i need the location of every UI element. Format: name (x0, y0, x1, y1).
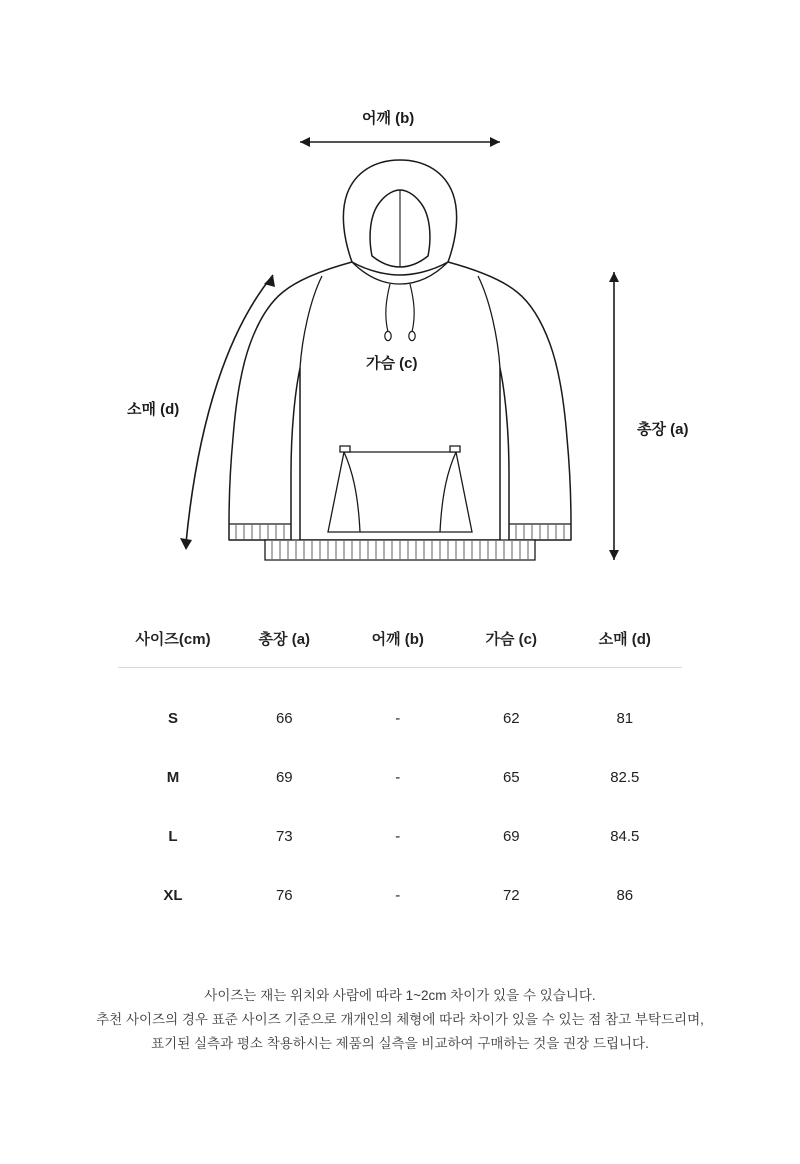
column-header-size: 사이즈(cm) (135, 631, 211, 648)
cell-chest: 65 (502, 769, 520, 786)
table-header (118, 612, 682, 668)
label-total-length-a: 총장 (a) (637, 421, 689, 438)
table-body (118, 668, 682, 926)
cell-sleeve: 86 (616, 887, 634, 904)
table-row (118, 866, 682, 925)
note-line-3: 표기된 실측과 평소 착용하시는 제품의 실측을 비교하여 구매하는 것을 권장 드립니다. (151, 1036, 649, 1051)
size-notes (0, 984, 800, 1056)
label-sleeve-d: 소매 (d) (127, 401, 180, 418)
cell-chest: 62 (502, 710, 520, 727)
table-row (118, 807, 682, 866)
cell-size: M (166, 769, 180, 786)
cell-chest: 72 (502, 887, 520, 904)
note-line-2: 추천 사이즈의 경우 표준 사이즈 기준으로 개개인의 체형에 따라 차이가 있을 수 있는 점 참고 부탁드리며, (96, 1012, 704, 1027)
size-chart-table (118, 612, 682, 925)
cell-shoulder: - (395, 828, 401, 845)
cell-sleeve: 82.5 (610, 769, 640, 786)
cell-total-length: 66 (275, 710, 293, 727)
note-line-1: 사이즈는 재는 위치와 사람에 따라 1~2cm 차이가 있을 수 있습니다. (204, 988, 596, 1003)
cell-size: S (167, 710, 178, 727)
cell-shoulder: - (395, 710, 401, 727)
table-row (118, 748, 682, 807)
column-header-chest: 가슴 (c) (485, 631, 538, 648)
column-header-total-length: 총장 (a) (258, 631, 311, 648)
cell-chest: 69 (502, 828, 520, 845)
hood (343, 160, 456, 275)
label-chest-c: 가슴 (c) (366, 355, 418, 372)
column-header-shoulder: 어깨 (b) (371, 631, 424, 648)
cell-total-length: 76 (275, 887, 293, 904)
cell-shoulder: - (395, 769, 401, 786)
label-shoulder-b: 어깨 (b) (362, 110, 415, 127)
cell-sleeve: 84.5 (610, 828, 640, 845)
cell-size: XL (163, 887, 183, 904)
kangaroo-pocket (328, 446, 472, 532)
cell-shoulder: - (395, 887, 401, 904)
cell-total-length: 69 (275, 769, 293, 786)
column-header-sleeve: 소매 (d) (598, 631, 651, 648)
cell-total-length: 73 (275, 828, 293, 845)
table-row (118, 668, 682, 749)
cell-sleeve: 81 (616, 710, 634, 727)
cell-size: L (168, 828, 178, 845)
table-header-row (118, 612, 682, 668)
